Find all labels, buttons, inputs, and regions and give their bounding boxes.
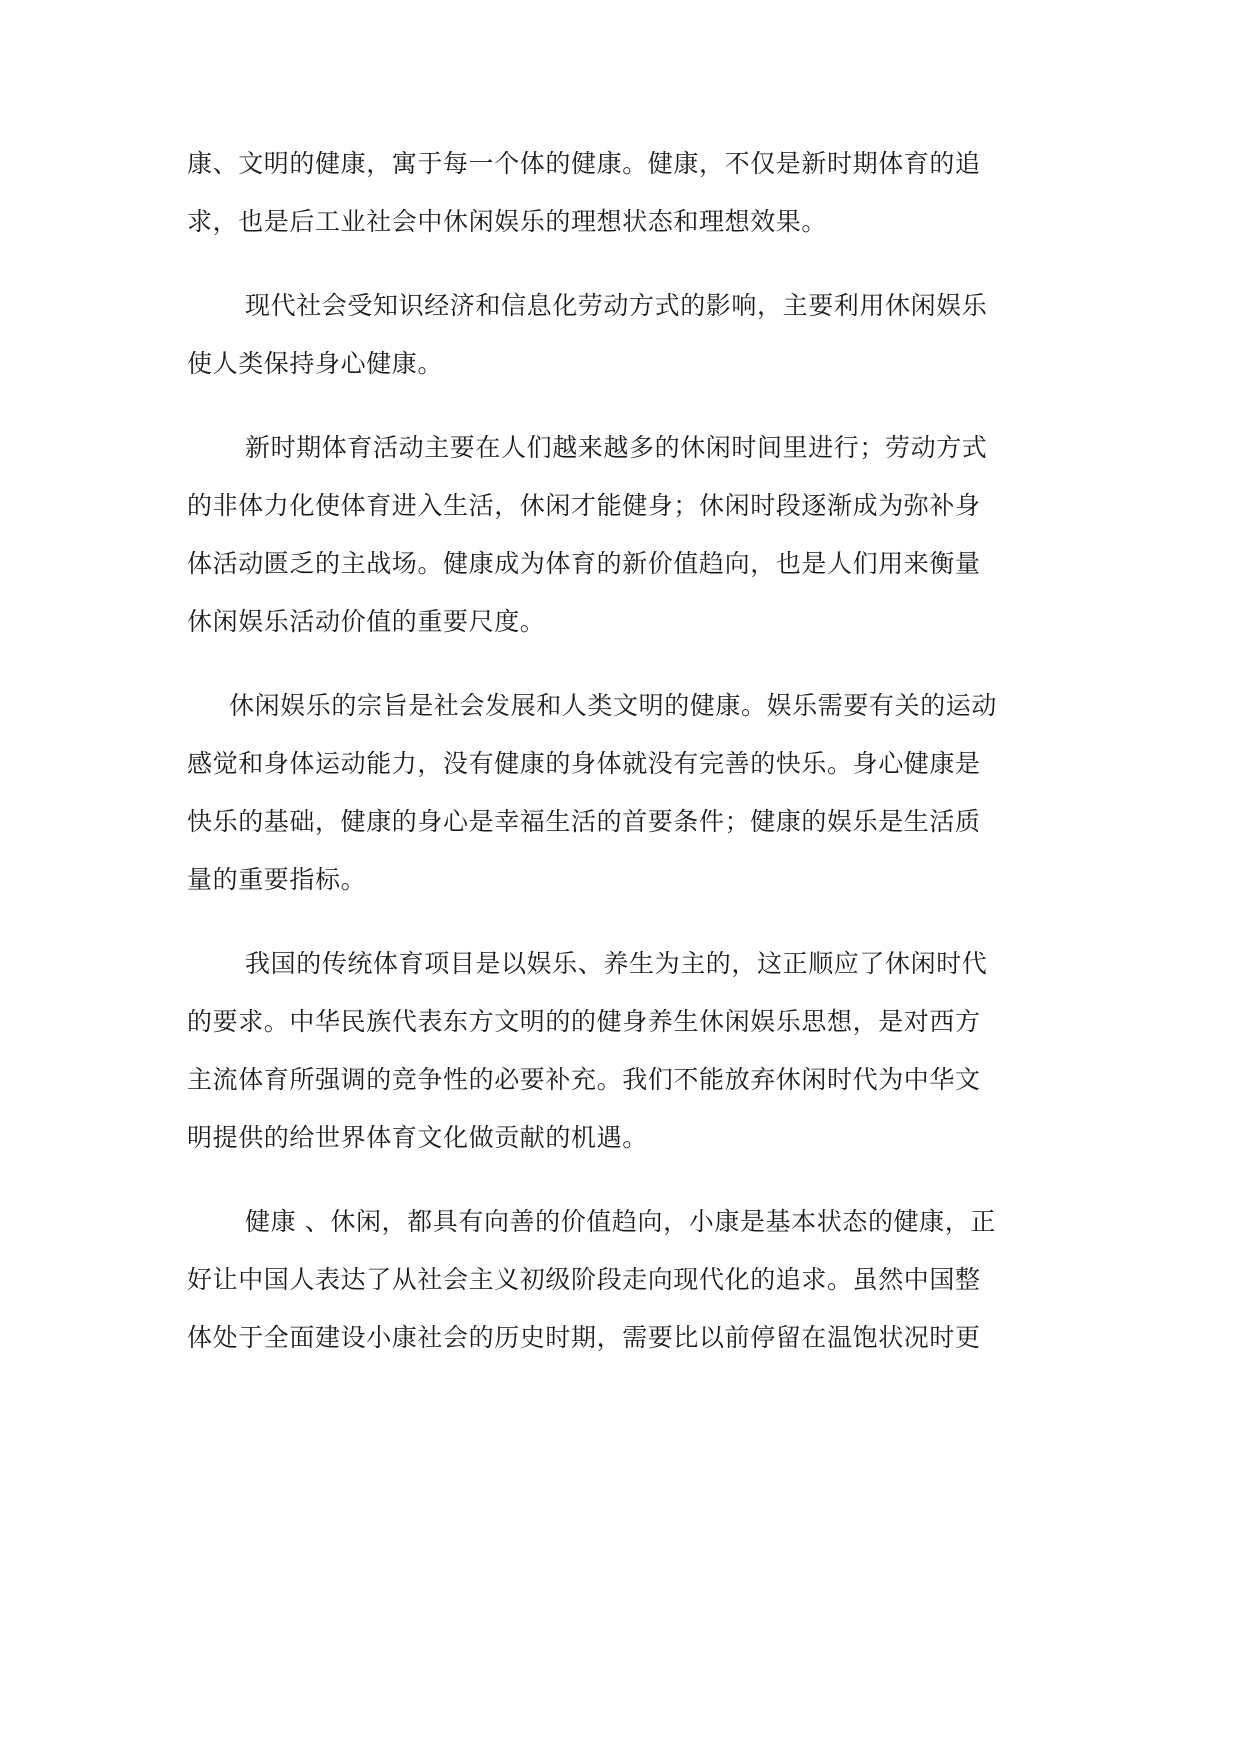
paragraph-6-line-2: 好让中国人表达了从社会主义初级阶段走向现代化的追求。虽然中国整 (187, 1265, 981, 1294)
paragraph-6-line-3: 体处于全面建设小康社会的历史时期，需要比以前停留在温饱状况时更 (187, 1323, 981, 1352)
paragraph-3-line-3: 体活动匮乏的主战场。健康成为体育的新价值趋向，也是人们用来衡量 (187, 549, 981, 578)
paragraph-4-line-2: 感觉和身体运动能力，没有健康的身体就没有完善的快乐。身心健康是 (187, 749, 981, 778)
paragraph-5-line-3: 主流体育所强调的竞争性的必要补充。我们不能放弃休闲时代为中华文 (187, 1065, 981, 1094)
paragraph-1-line-1: 康、文明的健康，寓于每一个体的健康。健康，不仅是新时期体育的追 (187, 149, 981, 178)
paragraph-4-line-3: 快乐的基础，健康的身心是幸福生活的首要条件；健康的娱乐是生活质 (187, 807, 981, 836)
paragraph-6-line-1: 健康 、休闲，都具有向善的价值趋向，小康是基本状态的健康，正 (245, 1207, 996, 1236)
paragraph-5-line-4: 明提供的给世界体育文化做贡献的机遇。 (187, 1123, 648, 1152)
paragraph-3-line-2: 的非体力化使体育进入生活，休闲才能健身；休闲时段逐渐成为弥补身 (187, 491, 981, 520)
paragraph-4-line-1: 休闲娱乐的宗旨是社会发展和人类文明的健康。娱乐需要有关的运动 (229, 691, 998, 720)
paragraph-4-line-4: 量的重要指标。 (187, 865, 367, 894)
paragraph-3-line-4: 休闲娱乐活动价值的重要尺度。 (187, 607, 546, 636)
paragraph-2-line-2: 使人类保持身心健康。 (187, 349, 444, 378)
paragraph-2-line-1: 现代社会受知识经济和信息化劳动方式的影响，主要利用休闲娱乐 (245, 291, 988, 320)
paragraph-1-line-2: 求，也是后工业社会中休闲娱乐的理想状态和理想效果。 (187, 207, 828, 236)
paragraph-5-line-2: 的要求。中华民族代表东方文明的的健身养生休闲娱乐思想，是对西方 (187, 1007, 981, 1036)
paragraph-5-line-1: 我国的传统体育项目是以娱乐、养生为主的，这正顺应了休闲时代 (245, 949, 988, 978)
paragraph-3-line-1: 新时期体育活动主要在人们越来越多的休闲时间里进行；劳动方式 (245, 433, 988, 462)
